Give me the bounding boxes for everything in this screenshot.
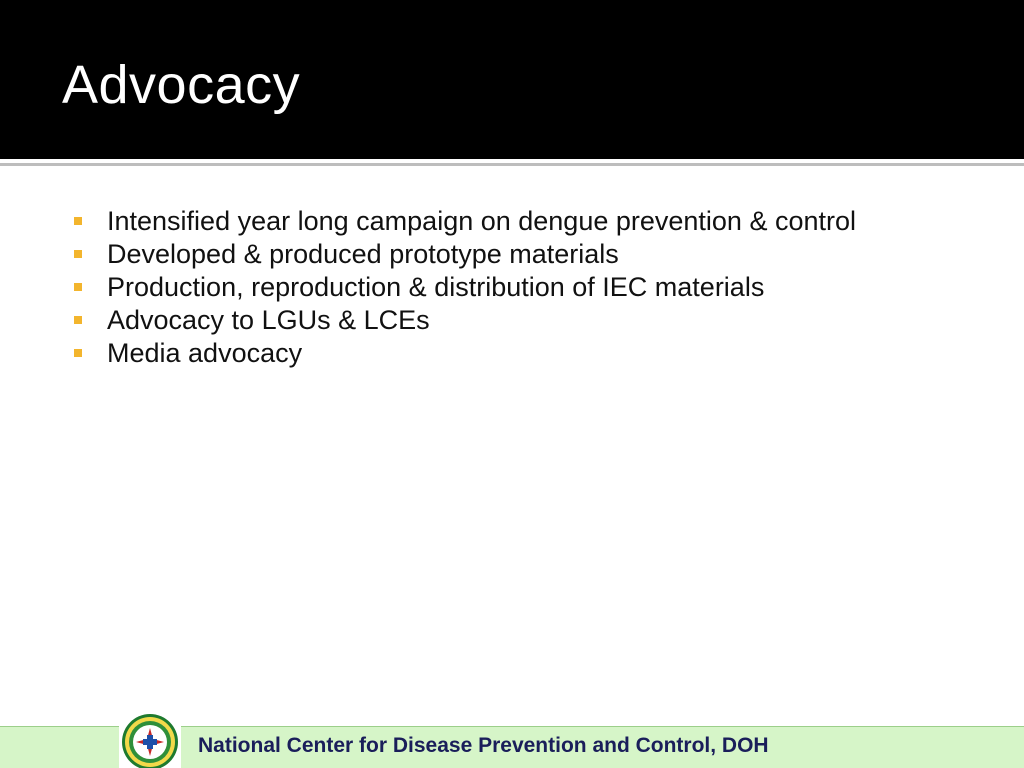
title-divider [0, 163, 1024, 166]
doh-seal-logo [121, 713, 179, 768]
bullet-text: Media advocacy [107, 338, 303, 368]
bullet-item [72, 205, 952, 237]
square-bullet-icon [74, 316, 82, 324]
bullet-list [72, 205, 952, 370]
footer-organization-text: National Center for Disease Prevention and Control, DOH [198, 734, 769, 757]
square-bullet-icon [74, 349, 82, 357]
bullet-item [72, 238, 952, 270]
title-bar [0, 0, 1024, 159]
bullet-text: Advocacy to LGUs & LCEs [107, 305, 430, 335]
bullet-text: Production, reproduction & distribution of IEC materials [107, 272, 765, 302]
bullet-item [72, 271, 952, 303]
bullet-item [72, 337, 952, 369]
bullet-text: Intensified year long campaign on dengue prevention & control [107, 206, 856, 236]
slide-title: Advocacy [62, 55, 301, 115]
bullet-item [72, 304, 952, 336]
square-bullet-icon [74, 217, 82, 225]
square-bullet-icon [74, 283, 82, 291]
bullet-text: Developed & produced prototype materials [107, 239, 619, 269]
square-bullet-icon [74, 250, 82, 258]
